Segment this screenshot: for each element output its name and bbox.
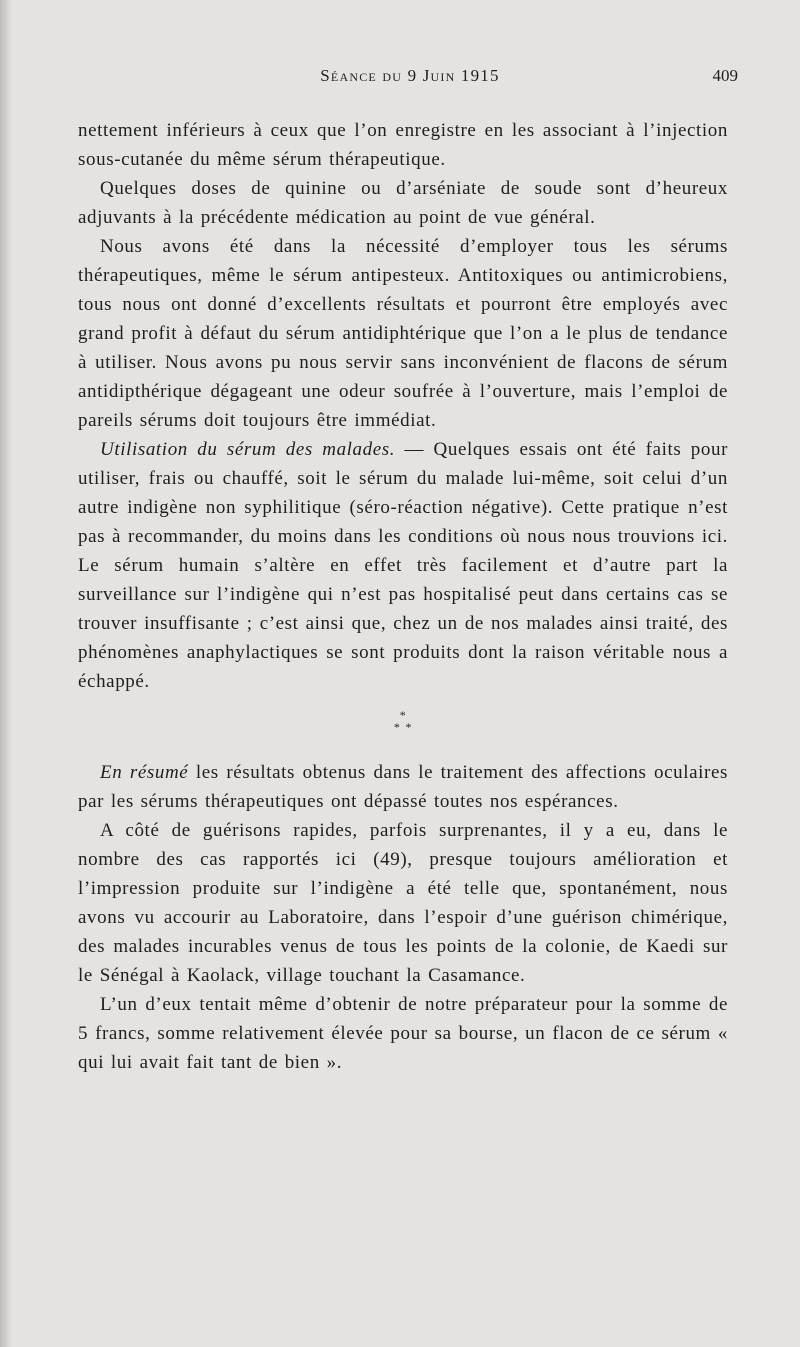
- page-gutter-shadow: [0, 0, 12, 1347]
- page-number: 409: [712, 66, 738, 85]
- separator-asterisk-top: *: [399, 708, 407, 722]
- page-header: [80, 66, 740, 94]
- summary-lead: En résumé: [100, 762, 189, 783]
- section-separator: [78, 708, 728, 732]
- paragraph-continuation: nettement inférieurs à ceux que l’on enregistre en les associant à l’injection sous-cutanée du même sérum thérapeutique.: [78, 120, 728, 170]
- paragraph-quinine: Quelques doses de quinine ou d’arséniate de soude sont d’heureux adjuvants à la précédente médication au point de vue général.: [78, 178, 728, 228]
- running-title: Séance du 9 Juin 1915: [320, 66, 500, 85]
- paragraph-summary-text: les résultats obtenus dans le traitement des affections oculaires par les sérums thérapeutiques ont dépassé toutes nos espérances.: [78, 762, 728, 812]
- page-body: [78, 116, 728, 1077]
- section-heading-patient-serum: Utilisation du sérum des malades.: [100, 439, 396, 460]
- paragraph-therapeutic-serums: Nous avons été dans la nécessité d’employer tous les sérums thérapeutiques, même le sérum antipesteux. Antitoxiques ou antimicrobiens, tous nous ont donné d’excellents résultats et pourront être employés avec grand profit à défaut du sérum antidiphtérique que l’on a le plus de tendance à utiliser. Nous avons pu nous servir sans inconvénient de flacons de sérum antidipthérique dégageant une odeur soufrée à l’ouverture, mais l’emploi de pareils sérums doit toujours être immédiat.: [78, 236, 728, 431]
- separator-asterisks-bottom: * *: [393, 720, 413, 734]
- paragraph-cures: A côté de guérisons rapides, parfois surprenantes, il y a eu, dans le nombre des cas rapportés ici (49), presque toujours amélioration et l’impression produite sur l’indigène a été telle que, spontanément, nous avons vu accourir au Laboratoire, dans l’espoir d’une guérison chimérique, des malades incurables venus de tous les points de la colonie, de Kaedi sur le Sénégal à Kaolack, village touchant la Casamance.: [78, 820, 728, 986]
- paragraph-patient-serum: [78, 435, 728, 696]
- paragraph-patient-serum-text: — Quelques essais ont été faits pour utiliser, frais ou chauffé, soit le sérum du malade lui-même, soit celui d’un autre indigène non syphilitique (séro-réaction négative). Cette pratique n’est pas à recommander, du moins dans les conditions où nous nous trouvions ici. Le sérum humain s’altère en effet très facilement et d’autre part la surveillance sur l’indigène qui n’est pas hospitalisé peut dans certains cas se trouver insuffisante ; c’est ainsi que, chez un de nos malades ainsi traité, des phénomènes anaphylactiques se sont produits dont la raison véritable nous a échappé.: [78, 439, 728, 692]
- paragraph-anecdote: L’un d’eux tentait même d’obtenir de notre préparateur pour la somme de 5 francs, somme relativement élevée pour sa bourse, un flacon de ce sérum « qui lui avait fait tant de bien ».: [78, 994, 728, 1073]
- paragraph-summary: [78, 758, 728, 816]
